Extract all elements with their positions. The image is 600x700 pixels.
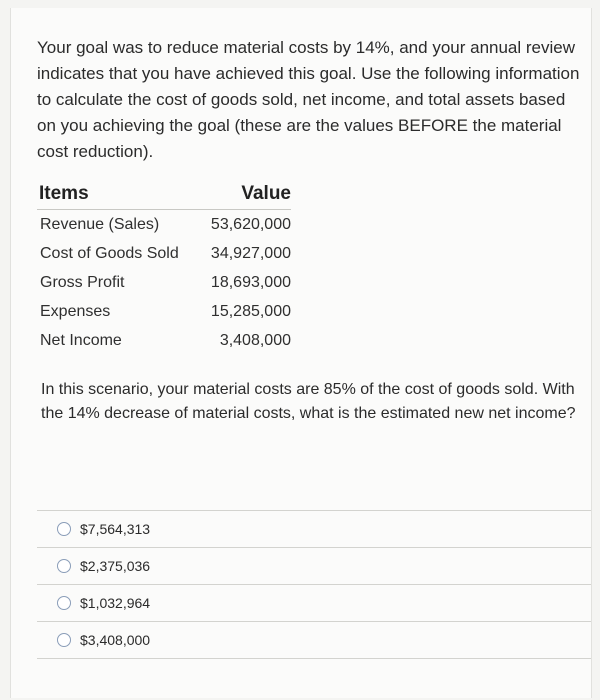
option-label: $2,375,036: [80, 558, 151, 574]
table-header-row: [37, 178, 291, 210]
row-item-label: Gross Profit: [40, 273, 125, 291]
row-item-label: Net Income: [40, 331, 122, 349]
table-row: [37, 297, 291, 326]
table-row: [37, 326, 291, 355]
row-item-value: 15,285,000: [210, 302, 291, 320]
question-card: [10, 8, 592, 698]
divider: [37, 658, 591, 659]
option-label: $7,564,313: [80, 521, 151, 537]
radio-button[interactable]: [57, 596, 71, 610]
answer-option-4[interactable]: [37, 622, 591, 658]
answer-option-2[interactable]: [37, 548, 591, 584]
row-item-value: 3,408,000: [219, 331, 291, 349]
option-label: $1,032,964: [80, 595, 151, 611]
row-item-value: 53,620,000: [210, 215, 291, 233]
row-item-value: 34,927,000: [210, 244, 291, 262]
scenario-text: In this scenario, your material costs are 85% of the cost of goods sold. With the 14% decrease of material costs, what is the estimated new net income?: [41, 381, 576, 422]
answer-options: [37, 510, 591, 659]
row-item-label: Cost of Goods Sold: [40, 244, 179, 262]
question-text: Your goal was to reduce material costs by 14%, and your annual review indicates that you have achieved this goal. Use the following information to calculate the cost of goods sold, net income, and total assets based on you achieving the goal (these are the values BEFORE the material cost reduction).: [37, 38, 580, 161]
answer-option-3[interactable]: [37, 585, 591, 621]
row-item-label: Expenses: [40, 302, 111, 320]
financial-table: [37, 178, 291, 355]
answer-option-1[interactable]: [37, 511, 591, 547]
row-item-value: 18,693,000: [210, 273, 291, 291]
radio-button[interactable]: [57, 559, 71, 573]
row-item-label: Revenue (Sales): [40, 215, 160, 233]
table-row: [37, 268, 291, 297]
table-row: [37, 210, 291, 240]
column-header-value: Value: [199, 178, 291, 210]
column-header-items: Items: [37, 178, 199, 210]
radio-button[interactable]: [57, 633, 71, 647]
table-row: [37, 239, 291, 268]
option-label: $3,408,000: [80, 632, 151, 648]
radio-button[interactable]: [57, 522, 71, 536]
